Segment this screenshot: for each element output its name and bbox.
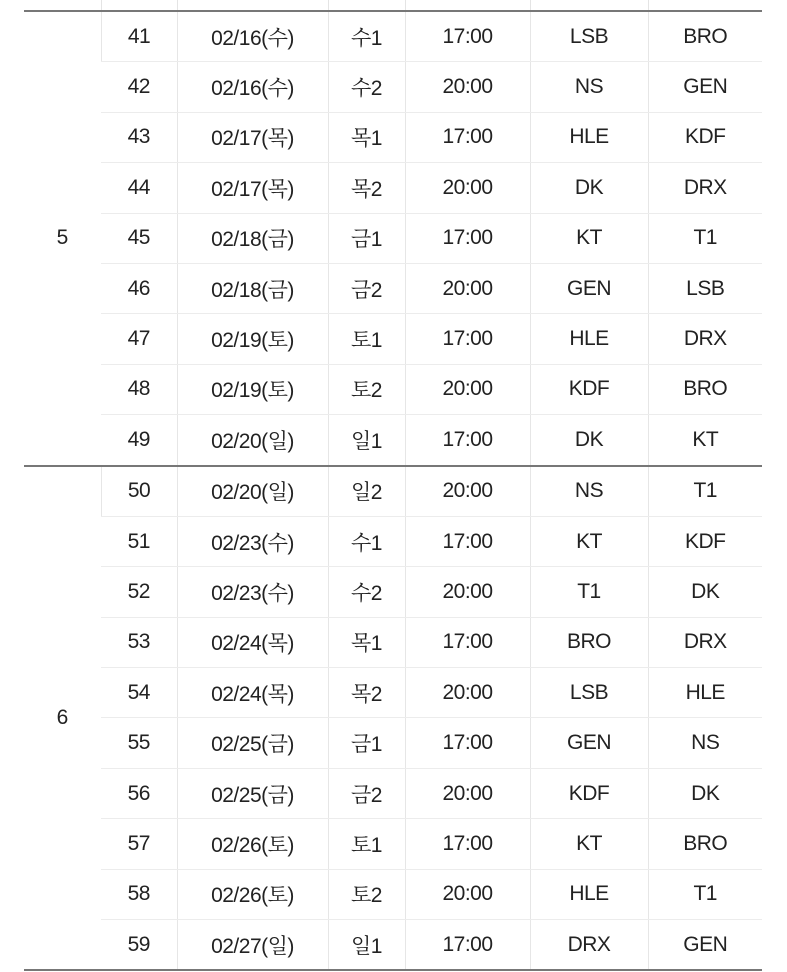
- match-date: 02/25(금): [177, 718, 328, 768]
- match-date: 02/16(수): [177, 11, 328, 62]
- table-row: [24, 567, 762, 617]
- team-away: DK: [648, 567, 762, 617]
- team-home: KDF: [530, 768, 648, 818]
- match-time: 20:00: [405, 768, 530, 818]
- table-row: [24, 364, 762, 414]
- table-row: [24, 263, 762, 313]
- match-slot: 수1: [328, 516, 405, 566]
- match-slot: 일1: [328, 920, 405, 971]
- team-away: T1: [648, 213, 762, 263]
- team-away: KT: [648, 415, 762, 466]
- match-date: 02/27(일): [177, 920, 328, 971]
- match-number: 53: [101, 617, 177, 667]
- team-home: LSB: [530, 668, 648, 718]
- table-row: [24, 869, 762, 919]
- team-home: KT: [530, 213, 648, 263]
- match-date: 02/26(토): [177, 819, 328, 869]
- match-number: 44: [101, 163, 177, 213]
- match-number: 49: [101, 415, 177, 466]
- match-time: 20:00: [405, 869, 530, 919]
- table-row: [24, 415, 762, 466]
- match-number: 41: [101, 11, 177, 62]
- team-away: NS: [648, 718, 762, 768]
- match-slot: 토1: [328, 314, 405, 364]
- match-slot: 목2: [328, 668, 405, 718]
- match-date: 02/16(수): [177, 62, 328, 112]
- team-home: NS: [530, 466, 648, 517]
- match-number: 59: [101, 920, 177, 971]
- match-slot: 금1: [328, 718, 405, 768]
- match-slot: 금2: [328, 768, 405, 818]
- team-home: NS: [530, 62, 648, 112]
- match-date: 02/24(목): [177, 617, 328, 667]
- match-date: 02/24(목): [177, 668, 328, 718]
- team-away: DRX: [648, 314, 762, 364]
- team-home: KDF: [530, 364, 648, 414]
- team-home: HLE: [530, 112, 648, 162]
- match-time: 20:00: [405, 163, 530, 213]
- match-number: 52: [101, 567, 177, 617]
- table-row: [24, 920, 762, 971]
- team-away: GEN: [648, 920, 762, 971]
- match-slot: 일1: [328, 415, 405, 466]
- match-time: 20:00: [405, 466, 530, 517]
- match-schedule-table: [24, 10, 762, 971]
- team-home: DK: [530, 415, 648, 466]
- match-date: 02/23(수): [177, 516, 328, 566]
- team-home: GEN: [530, 718, 648, 768]
- table-row: [24, 668, 762, 718]
- team-home: DK: [530, 163, 648, 213]
- table-row: [24, 516, 762, 566]
- team-home: DRX: [530, 920, 648, 971]
- match-time: 17:00: [405, 213, 530, 263]
- match-number: 50: [101, 466, 177, 517]
- match-date: 02/25(금): [177, 768, 328, 818]
- team-away: T1: [648, 466, 762, 517]
- team-away: DRX: [648, 617, 762, 667]
- match-number: 54: [101, 668, 177, 718]
- table-row: [24, 112, 762, 162]
- match-time: 17:00: [405, 819, 530, 869]
- team-home: GEN: [530, 263, 648, 313]
- match-date: 02/18(금): [177, 213, 328, 263]
- table-row: [24, 163, 762, 213]
- team-home: KT: [530, 819, 648, 869]
- team-home: LSB: [530, 11, 648, 62]
- team-home: KT: [530, 516, 648, 566]
- team-home: HLE: [530, 869, 648, 919]
- match-time: 17:00: [405, 920, 530, 971]
- team-away: KDF: [648, 112, 762, 162]
- team-away: T1: [648, 869, 762, 919]
- match-number: 55: [101, 718, 177, 768]
- team-away: LSB: [648, 263, 762, 313]
- match-time: 17:00: [405, 718, 530, 768]
- team-away: HLE: [648, 668, 762, 718]
- match-number: 48: [101, 364, 177, 414]
- team-away: GEN: [648, 62, 762, 112]
- team-away: DK: [648, 768, 762, 818]
- match-number: 51: [101, 516, 177, 566]
- match-slot: 목1: [328, 617, 405, 667]
- team-home: T1: [530, 567, 648, 617]
- match-date: 02/18(금): [177, 263, 328, 313]
- match-time: 20:00: [405, 364, 530, 414]
- match-time: 20:00: [405, 567, 530, 617]
- match-number: 43: [101, 112, 177, 162]
- table-row: [24, 617, 762, 667]
- team-home: BRO: [530, 617, 648, 667]
- match-time: 20:00: [405, 263, 530, 313]
- table-row: [24, 718, 762, 768]
- week-number: 5: [24, 11, 101, 466]
- match-date: 02/17(목): [177, 163, 328, 213]
- match-slot: 수2: [328, 567, 405, 617]
- match-slot: 금2: [328, 263, 405, 313]
- match-time: 20:00: [405, 62, 530, 112]
- match-date: 02/20(일): [177, 466, 328, 517]
- table-row: [24, 62, 762, 112]
- match-number: 47: [101, 314, 177, 364]
- match-time: 17:00: [405, 617, 530, 667]
- match-time: 17:00: [405, 516, 530, 566]
- match-number: 57: [101, 819, 177, 869]
- match-date: 02/19(토): [177, 364, 328, 414]
- match-time: 17:00: [405, 112, 530, 162]
- table-row: [24, 11, 762, 62]
- match-time: 20:00: [405, 668, 530, 718]
- match-slot: 수2: [328, 62, 405, 112]
- table-row: [24, 466, 762, 517]
- match-time: 17:00: [405, 415, 530, 466]
- team-away: BRO: [648, 364, 762, 414]
- match-time: 17:00: [405, 314, 530, 364]
- team-away: KDF: [648, 516, 762, 566]
- match-number: 58: [101, 869, 177, 919]
- team-away: BRO: [648, 11, 762, 62]
- match-slot: 토2: [328, 869, 405, 919]
- match-date: 02/17(목): [177, 112, 328, 162]
- match-number: 45: [101, 213, 177, 263]
- match-number: 42: [101, 62, 177, 112]
- table-row: [24, 768, 762, 818]
- match-number: 46: [101, 263, 177, 313]
- match-slot: 일2: [328, 466, 405, 517]
- match-slot: 목2: [328, 163, 405, 213]
- match-date: 02/23(수): [177, 567, 328, 617]
- match-number: 56: [101, 768, 177, 818]
- match-slot: 토1: [328, 819, 405, 869]
- match-slot: 목1: [328, 112, 405, 162]
- match-date: 02/26(토): [177, 869, 328, 919]
- match-slot: 금1: [328, 213, 405, 263]
- week-number: 6: [24, 466, 101, 971]
- table-row: [24, 819, 762, 869]
- table-row: [24, 314, 762, 364]
- table-row: [24, 213, 762, 263]
- team-away: DRX: [648, 163, 762, 213]
- match-slot: 토2: [328, 364, 405, 414]
- match-date: 02/20(일): [177, 415, 328, 466]
- team-home: HLE: [530, 314, 648, 364]
- team-away: BRO: [648, 819, 762, 869]
- match-time: 17:00: [405, 11, 530, 62]
- match-slot: 수1: [328, 11, 405, 62]
- match-date: 02/19(토): [177, 314, 328, 364]
